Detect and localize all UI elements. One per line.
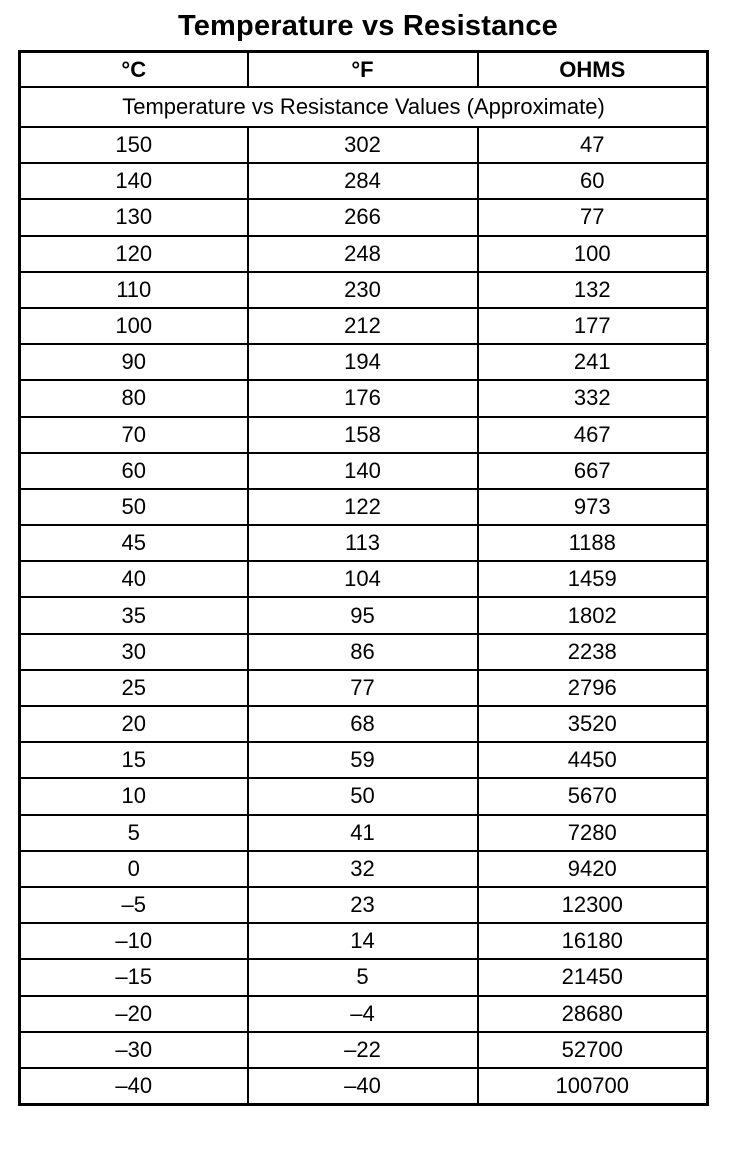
ohms-cell: 12300 [478,887,708,923]
celsius-cell: 80 [20,380,248,416]
ohms-cell: 60 [478,163,708,199]
fahrenheit-cell: 68 [248,706,478,742]
table-row [20,380,708,416]
fahrenheit-cell: 284 [248,163,478,199]
fahrenheit-cell: 230 [248,272,478,308]
header-row [20,52,708,88]
ohms-cell: 241 [478,344,708,380]
table-row [20,815,708,851]
celsius-cell: 35 [20,597,248,633]
fahrenheit-cell: 122 [248,489,478,525]
table-row [20,199,708,235]
ohms-cell: 100 [478,236,708,272]
ohms-cell: 2796 [478,670,708,706]
ohms-cell: 973 [478,489,708,525]
fahrenheit-cell: 176 [248,380,478,416]
celsius-cell: 140 [20,163,248,199]
table-row [20,1032,708,1068]
fahrenheit-cell: 194 [248,344,478,380]
celsius-cell: 120 [20,236,248,272]
table-row [20,959,708,995]
table-row [20,670,708,706]
table-row [20,308,708,344]
ohms-cell: 100700 [478,1068,708,1105]
ohms-cell: 4450 [478,742,708,778]
celsius-cell: 130 [20,199,248,235]
table-row [20,742,708,778]
table-row [20,634,708,670]
header-celsius: °C [20,52,248,88]
fahrenheit-cell: 86 [248,634,478,670]
fahrenheit-cell: –4 [248,996,478,1032]
fahrenheit-cell: 158 [248,417,478,453]
fahrenheit-cell: 302 [248,127,478,163]
fahrenheit-cell: 59 [248,742,478,778]
ohms-cell: 47 [478,127,708,163]
fahrenheit-cell: 104 [248,561,478,597]
fahrenheit-cell: 77 [248,670,478,706]
fahrenheit-cell: –22 [248,1032,478,1068]
celsius-cell: 60 [20,453,248,489]
celsius-cell: 10 [20,778,248,814]
ohms-cell: 467 [478,417,708,453]
celsius-cell: 20 [20,706,248,742]
page-title: Temperature vs Resistance [177,10,559,42]
fahrenheit-cell: 14 [248,923,478,959]
table-subtitle: Temperature vs Resistance Values (Approximate) [20,87,708,127]
fahrenheit-cell: 5 [248,959,478,995]
celsius-cell: 150 [20,127,248,163]
table-row [20,163,708,199]
header-fahrenheit: °F [248,52,478,88]
celsius-cell: –10 [20,923,248,959]
table-row [20,1068,708,1105]
celsius-cell: 15 [20,742,248,778]
ohms-cell: 3520 [478,706,708,742]
table-row [20,887,708,923]
table-row [20,996,708,1032]
fahrenheit-cell: 50 [248,778,478,814]
ohms-cell: 16180 [478,923,708,959]
celsius-cell: –20 [20,996,248,1032]
ohms-cell: 9420 [478,851,708,887]
ohms-cell: 1459 [478,561,708,597]
ohms-cell: 21450 [478,959,708,995]
table-row [20,489,708,525]
celsius-cell: 0 [20,851,248,887]
celsius-cell: 110 [20,272,248,308]
fahrenheit-cell: –40 [248,1068,478,1105]
fahrenheit-cell: 23 [248,887,478,923]
table-row [20,706,708,742]
celsius-cell: –15 [20,959,248,995]
ohms-cell: 177 [478,308,708,344]
table-row [20,236,708,272]
celsius-cell: –40 [20,1068,248,1105]
ohms-cell: 52700 [478,1032,708,1068]
table-row [20,923,708,959]
ohms-cell: 5670 [478,778,708,814]
celsius-cell: 25 [20,670,248,706]
ohms-cell: 1188 [478,525,708,561]
table-row [20,597,708,633]
celsius-cell: 30 [20,634,248,670]
subtitle-row [20,87,708,127]
ohms-cell: 77 [478,199,708,235]
table-row [20,272,708,308]
ohms-cell: 2238 [478,634,708,670]
ohms-cell: 667 [478,453,708,489]
fahrenheit-cell: 95 [248,597,478,633]
table-row [20,127,708,163]
table-row [20,417,708,453]
table-row [20,778,708,814]
ohms-cell: 7280 [478,815,708,851]
ohms-cell: 28680 [478,996,708,1032]
celsius-cell: –5 [20,887,248,923]
celsius-cell: 50 [20,489,248,525]
table-row [20,851,708,887]
celsius-cell: 70 [20,417,248,453]
table-row [20,344,708,380]
celsius-cell: –30 [20,1032,248,1068]
header-ohms: OHMS [478,52,708,88]
celsius-cell: 40 [20,561,248,597]
table-row [20,453,708,489]
celsius-cell: 100 [20,308,248,344]
fahrenheit-cell: 113 [248,525,478,561]
celsius-cell: 5 [20,815,248,851]
fahrenheit-cell: 32 [248,851,478,887]
fahrenheit-cell: 212 [248,308,478,344]
ohms-cell: 1802 [478,597,708,633]
fahrenheit-cell: 266 [248,199,478,235]
fahrenheit-cell: 41 [248,815,478,851]
celsius-cell: 45 [20,525,248,561]
fahrenheit-cell: 248 [248,236,478,272]
celsius-cell: 90 [20,344,248,380]
ohms-cell: 332 [478,380,708,416]
temperature-resistance-table [18,50,709,1106]
table-row [20,525,708,561]
table-row [20,561,708,597]
fahrenheit-cell: 140 [248,453,478,489]
ohms-cell: 132 [478,272,708,308]
